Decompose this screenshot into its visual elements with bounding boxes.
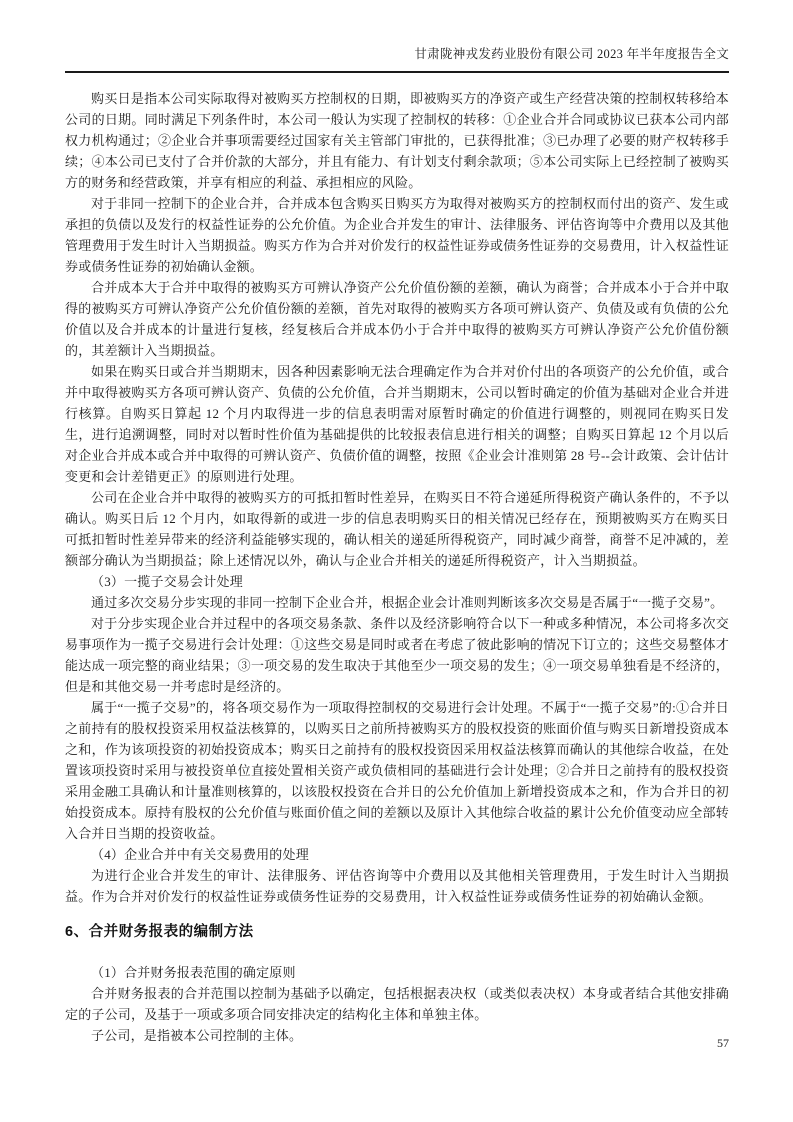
section-heading-consolidated-statements: 6、合并财务报表的编制方法 [65, 924, 254, 940]
header-title: 甘肃陇神戎发药业股份有限公司 2023 年半年度报告全文 [414, 47, 729, 61]
sub-heading-bundled-transaction: （3）一揽子交易会计处理 [91, 574, 243, 589]
page-header [65, 46, 729, 73]
paragraph-bundled-criteria: 对于分步实现企业合并过程中的各项交易条款、条件以及经济影响符合以下一种或多种情况，本公司将多次交易事项作为一揽子交易进行会计处理：①这些交易是同时或者在考虑了彼此影响的情况下订立的；这些交易整体才能达成一项完整的商业结果；③一项交易的发生取决于其他至少一项交易的发生；④一项交易单独看是不经济的，但是和其他交易一并考虑时是经济的。 [65, 616, 729, 694]
sub-heading-transaction-fees: （4）企业合并中有关交易费用的处理 [91, 847, 309, 862]
paragraph-merger-cost: 对于非同一控制下的企业合并，合并成本包含购买日购买方为取得对被购买方的控制权而付出的资产、发生或承担的负债以及发行的权益性证券的公允价值。为企业合并发生的审计、法律服务、评估咨询等中介费用以及其他管理费用于发生时计入当期损益。购买方作为合并对价发行的权益性证券或债务性证券的交易费用，计入权益性证券或债务性证券的初始确认金额。 [65, 196, 729, 274]
paragraph-subsidiary-definition: 子公司，是指被本公司控制的主体。 [91, 1028, 303, 1043]
document-body [65, 73, 729, 1046]
paragraph-goodwill: 合并成本大于合并中取得的被购买方可辨认净资产公允价值份额的差额，确认为商誉；合并成本小于合并中取得的被购买方可辨认净资产公允价值份额的差额，首先对取得的被购买方各项可辨认资产、负债及或有负债的公允价值以及合并成本的计量进行复核，经复核后合并成本仍小于合并中取得的被购买方可辨认净资产公允价值份额的，其差额计入当期损益。 [65, 280, 729, 358]
sub-heading-scope-principle: （1）合并财务报表范围的确定原则 [91, 965, 296, 980]
paragraph-step-acquisition: 通过多次交易分步实现的非同一控制下企业合并，根据企业会计准则判断该多次交易是否属于“一揽子交易”。 [91, 595, 724, 610]
paragraph-deferred-tax: 公司在企业合并中取得的被购买方的可抵扣暂时性差异，在购买日不符合递延所得税资产确认条件的，不予以确认。购买日后 12 个月内，如取得新的或进一步的信息表明购买日的相关情况已经存在，预期被购买方在购买日可抵扣暂时性差异带来的经济利益能够实现的，确认相关的递延所得税资产，同时减少商誉，商誉不足冲减的，差额部分确认为当期损益；除上述情况以外，确认与企业合并相关的递延所得税资产，计入当期损益。 [65, 490, 729, 568]
page-number: 57 [717, 1036, 729, 1050]
paragraph-scope-basis: 合并财务报表的合并范围以控制为基础予以确定，包括根据表决权（或类似表决权）本身或者结合其他安排确定的子公司，及基于一项或多项合同安排决定的结构化主体和单独主体。 [65, 986, 729, 1022]
paragraph-provisional-value: 如果在购买日或合并当期期末，因各种因素影响无法合理确定作为合并对价付出的各项资产的公允价值，或合并中取得被购买方各项可辨认资产、负债的公允价值，合并当期期末，公司以暂时确定的价值为基础对企业合并进行核算。自购买日算起 12 个月内取得进一步的信息表明需对原暂时确定的价值进行调整的，则视同在购买日发生，进行追溯调整，同时对以暂时性价值为基础提供的比较报表信息进行相关的调整；自购买日算起 12 个月以后对企业合并成本或合并中取得的可辨认资产、负债价值的调整，按照《企业会计准则第 28 号--会计政策、会计估计变更和会计差错更正》的原则进行处理。 [65, 364, 729, 484]
paragraph-bundled-treatment: 属于“一揽子交易”的，将各项交易作为一项取得控制权的交易进行会计处理。不属于“一揽子交易”的:①合并日之前持有的股权投资采用权益法核算的，以购买日之前所持被购买方的股权投资的账面价值与购买日新增投资成本之和，作为该项投资的初始投资成本；购买日之前持有的股权投资因采用权益法核算而确认的其他综合收益，在处置该项投资时采用与被投资单位直接处置相关资产或负债相同的基础进行会计处理；②合并日之前持有的股权投资采用金融工具确认和计量准则核算的，以该股权投资在合并日的公允价值加上新增投资成本之和，作为合并日的初始投资成本。原持有股权的公允价值与账面价值之间的差额以及原计入其他综合收益的累计公允价值变动应全部转入合并日当期的投资收益。 [65, 700, 729, 841]
paragraph-fees-treatment: 为进行企业合并发生的审计、法律服务、评估咨询等中介费用以及其他相关管理费用，于发生时计入当期损益。作为合并对价发行的权益性证券或债务性证券的交易费用，计入权益性证券或债务性证券的初始确认金额。 [65, 868, 729, 904]
paragraph-acquisition-date: 购买日是指本公司实际取得对被购买方控制权的日期，即被购买方的净资产或生产经营决策的控制权转移给本公司的日期。同时满足下列条件时，本公司一般认为实现了控制权的转移：①企业合并合同或协议已获本公司内部权力机构通过；②企业合并事项需要经过国家有关主管部门审批的，已获得批准；③已办理了必要的财产权转移手续；④本公司已支付了合并价款的大部分，并且有能力、有计划支付剩余款项；⑤本公司实际上已经控制了被购买方的财务和经营政策，并享有相应的利益、承担相应的风险。 [65, 91, 729, 190]
